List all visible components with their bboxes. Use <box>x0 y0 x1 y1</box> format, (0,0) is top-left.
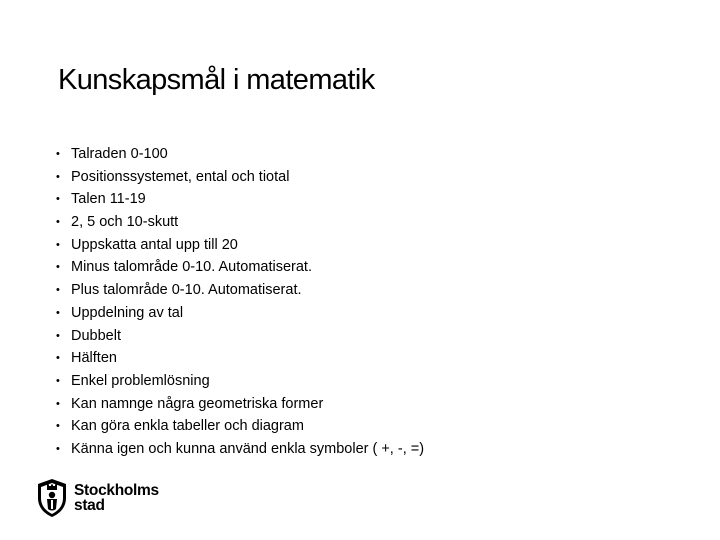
slide-title: Kunskapsmål i matematik <box>58 64 375 96</box>
bullet-list <box>56 143 424 461</box>
bullet-item: • Uppskatta antal upp till 20 <box>56 234 424 257</box>
bullet-item: • Talraden 0-100 <box>56 143 424 166</box>
bullet-item: • Känna igen och kunna använd enkla symboler ( +, -, =) <box>56 438 424 461</box>
bullet-item: • Kan göra enkla tabeller och diagram <box>56 415 424 438</box>
bullet-item: • 2, 5 och 10-skutt <box>56 211 424 234</box>
bullet-item: • Minus talområde 0-10. Automatiserat. <box>56 256 424 279</box>
bullet-item: • Positionssystemet, ental och tiotal <box>56 166 424 189</box>
bullet-item: • Talen 11-19 <box>56 188 424 211</box>
logo-text-line1: Stockholms <box>74 481 159 499</box>
logo-text-line2: stad <box>74 497 105 514</box>
bullet-item: • Kan namnge några geometriska former <box>56 393 424 416</box>
bullet-item: • Uppdelning av tal <box>56 302 424 325</box>
bullet-item: • Dubbelt <box>56 325 424 348</box>
bullet-item: • Plus talområde 0-10. Automatiserat. <box>56 279 424 302</box>
bullet-item: • Enkel problemlösning <box>56 370 424 393</box>
stockholms-stad-logo <box>36 478 159 518</box>
stockholm-crest-icon <box>36 478 68 518</box>
bullet-item: • Hälften <box>56 347 424 370</box>
